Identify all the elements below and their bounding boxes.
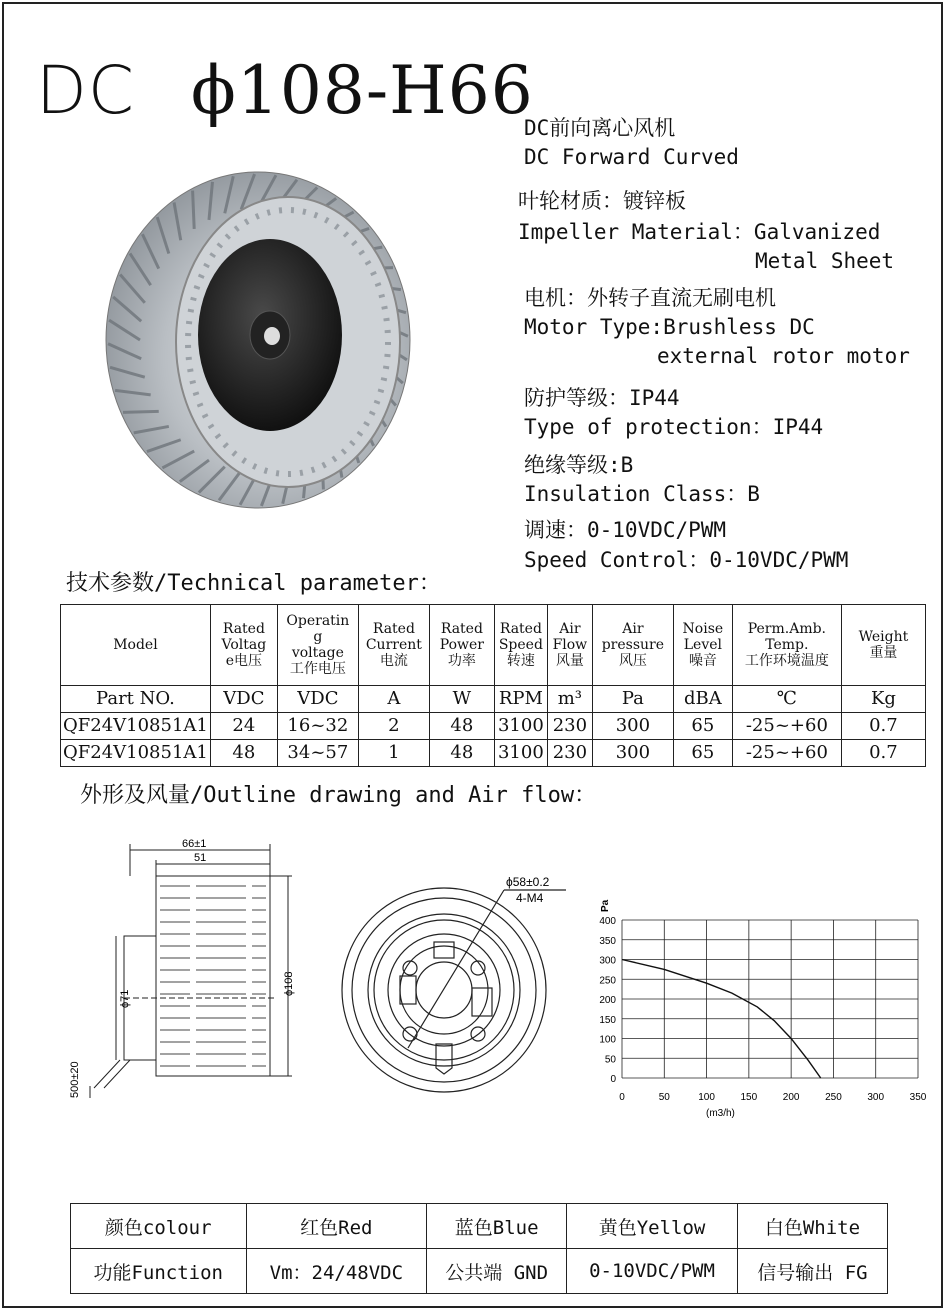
spec-line-5: Metal Sheet bbox=[755, 249, 895, 273]
table-row bbox=[61, 740, 926, 767]
chart-x-tick: 350 bbox=[909, 1092, 927, 1103]
spec-line-3: 叶轮材质：镀锌板 bbox=[518, 189, 686, 213]
unit-cell: W bbox=[429, 686, 494, 713]
impeller-image bbox=[90, 160, 420, 520]
unit-cell: VDC bbox=[277, 686, 358, 713]
wire-color-table bbox=[70, 1203, 888, 1294]
tech-table bbox=[60, 604, 926, 767]
table-cell: 信号输出 FG bbox=[737, 1249, 887, 1294]
table-cell: QF24V10851A1 bbox=[61, 740, 211, 767]
table-cell: 0-10VDC/PWM bbox=[567, 1249, 738, 1294]
unit-cell: A bbox=[358, 686, 429, 713]
bolt-circle-label: ϕ58±0.2 bbox=[506, 875, 550, 889]
dim-outer-diameter: ϕ108 bbox=[283, 971, 295, 996]
table-cell: 65 bbox=[673, 740, 732, 767]
table-cell: 48 bbox=[210, 740, 277, 767]
chart-y-tick: 250 bbox=[599, 975, 616, 987]
chart-x-tick: 50 bbox=[658, 1092, 670, 1103]
outline-heading: 外形及风量/Outline drawing and Air flow： bbox=[80, 783, 597, 808]
dim-lead-length: 500±20 bbox=[69, 1061, 81, 1098]
dim-overall-width: 66±1 bbox=[182, 838, 207, 850]
front-view-drawing bbox=[318, 868, 582, 1094]
th-rated-speed: Rated Speed 转速 bbox=[494, 605, 547, 686]
unit-cell: VDC bbox=[210, 686, 277, 713]
chart-y-tick: 350 bbox=[599, 935, 616, 947]
table-row bbox=[71, 1249, 888, 1294]
table-cell: 16~32 bbox=[277, 713, 358, 740]
unit-cell: Part NO. bbox=[61, 686, 211, 713]
thread-label: 4-M4 bbox=[516, 891, 544, 905]
unit-cell: Kg bbox=[841, 686, 925, 713]
chart-y-tick: 50 bbox=[604, 1054, 616, 1066]
chart-x-tick: 0 bbox=[619, 1092, 625, 1103]
spec-line-1: DC前向离心风机 bbox=[524, 116, 676, 140]
spec-line-10: Type of protection：IP44 bbox=[524, 415, 824, 439]
spec-line-8: external rotor motor bbox=[657, 344, 910, 368]
chart-y-tick: 200 bbox=[599, 995, 616, 1006]
chart-y-tick: 150 bbox=[599, 1014, 616, 1026]
title-model: ϕ108-H66 bbox=[190, 52, 534, 129]
chart-x-tick: 300 bbox=[867, 1092, 885, 1103]
th-ambient-temp: Perm.Amb. Temp. 工作环境温度 bbox=[732, 605, 841, 686]
table-cell: 0.7 bbox=[841, 740, 925, 767]
table-cell: 蓝色Blue bbox=[427, 1204, 567, 1249]
table-cell: 公共端 GND bbox=[427, 1249, 567, 1294]
spec-line-12: Insulation Class：B bbox=[524, 482, 760, 506]
chart-y-tick: 100 bbox=[599, 1034, 616, 1046]
th-rated-current: Rated Current 电流 bbox=[358, 605, 429, 686]
table-cell: 0.7 bbox=[841, 713, 925, 740]
unit-cell: m³ bbox=[547, 686, 592, 713]
table-cell: 1 bbox=[358, 740, 429, 767]
tech-heading: 技术参数/Technical parameter： bbox=[66, 571, 441, 596]
spec-line-4: Impeller Material：Galvanized bbox=[518, 220, 881, 244]
table-cell: 34~57 bbox=[277, 740, 358, 767]
chart-y-tick: 300 bbox=[599, 955, 616, 967]
table-cell: 230 bbox=[547, 713, 592, 740]
th-operating-voltage: Operatin g voltage 工作电压 bbox=[277, 605, 358, 686]
table-row bbox=[61, 713, 926, 740]
tech-header-row bbox=[61, 605, 926, 686]
title-prefix: DC bbox=[36, 52, 135, 129]
unit-cell: Pa bbox=[592, 686, 673, 713]
table-cell: 300 bbox=[592, 740, 673, 767]
spec-line-6: 电机：外转子直流无刷电机 bbox=[524, 286, 776, 310]
table-cell: 白色White bbox=[737, 1204, 887, 1249]
spec-line-2: DC Forward Curved bbox=[524, 145, 739, 169]
unit-cell: dBA bbox=[673, 686, 732, 713]
chart-x-tick: 150 bbox=[740, 1092, 758, 1103]
side-view-drawing bbox=[60, 836, 320, 1098]
table-cell: 48 bbox=[429, 713, 494, 740]
chart-x-axis-label: (m3/h) bbox=[706, 1108, 735, 1119]
spec-line-7: Motor Type:Brushless DC bbox=[524, 315, 815, 339]
chart-x-tick: 250 bbox=[825, 1092, 842, 1103]
table-cell: 红色Red bbox=[246, 1204, 427, 1249]
page-title bbox=[36, 52, 534, 129]
spec-line-11: 绝缘等级:B bbox=[524, 453, 634, 477]
table-cell: 3100 bbox=[494, 713, 547, 740]
chart-y-axis-label: Pa bbox=[600, 899, 611, 912]
tech-unit-row bbox=[61, 686, 926, 713]
airflow-chart bbox=[584, 884, 930, 1124]
table-cell: 65 bbox=[673, 713, 732, 740]
th-air-pressure: Air pressure 风压 bbox=[592, 605, 673, 686]
th-model: Model bbox=[61, 605, 211, 686]
th-rated-voltage: Rated Voltag e电压 bbox=[210, 605, 277, 686]
th-rated-power: Rated Power 功率 bbox=[429, 605, 494, 686]
table-cell: 24 bbox=[210, 713, 277, 740]
chart-x-tick: 200 bbox=[782, 1092, 800, 1103]
table-cell: 300 bbox=[592, 713, 673, 740]
dim-body-width: 51 bbox=[194, 852, 207, 864]
spec-line-13: 调速：0-10VDC/PWM bbox=[524, 518, 727, 542]
spec-line-9: 防护等级：IP44 bbox=[524, 386, 680, 410]
table-cell: 3100 bbox=[494, 740, 547, 767]
table-cell: 2 bbox=[358, 713, 429, 740]
unit-cell: ℃ bbox=[732, 686, 841, 713]
table-cell: QF24V10851A1 bbox=[61, 713, 211, 740]
table-cell: 功能Function bbox=[71, 1249, 247, 1294]
th-noise-level: Noise Level 噪音 bbox=[673, 605, 732, 686]
dim-hub-diameter: ϕ71 bbox=[119, 989, 131, 1008]
table-cell: -25~+60 bbox=[732, 713, 841, 740]
table-cell: Vm：24/48VDC bbox=[246, 1249, 427, 1294]
unit-cell: RPM bbox=[494, 686, 547, 713]
table-row bbox=[71, 1204, 888, 1249]
chart-y-tick: 400 bbox=[599, 916, 616, 927]
table-cell: 230 bbox=[547, 740, 592, 767]
table-cell: 黄色Yellow bbox=[567, 1204, 738, 1249]
th-air-flow: Air Flow 风量 bbox=[547, 605, 592, 686]
chart-y-tick: 0 bbox=[610, 1074, 616, 1085]
th-weight: Weight 重量 bbox=[841, 605, 925, 686]
table-cell: 颜色colour bbox=[71, 1204, 247, 1249]
spec-line-14: Speed Control：0-10VDC/PWM bbox=[524, 548, 849, 572]
table-cell: 48 bbox=[429, 740, 494, 767]
chart-x-tick: 100 bbox=[698, 1092, 715, 1103]
table-cell: -25~+60 bbox=[732, 740, 841, 767]
